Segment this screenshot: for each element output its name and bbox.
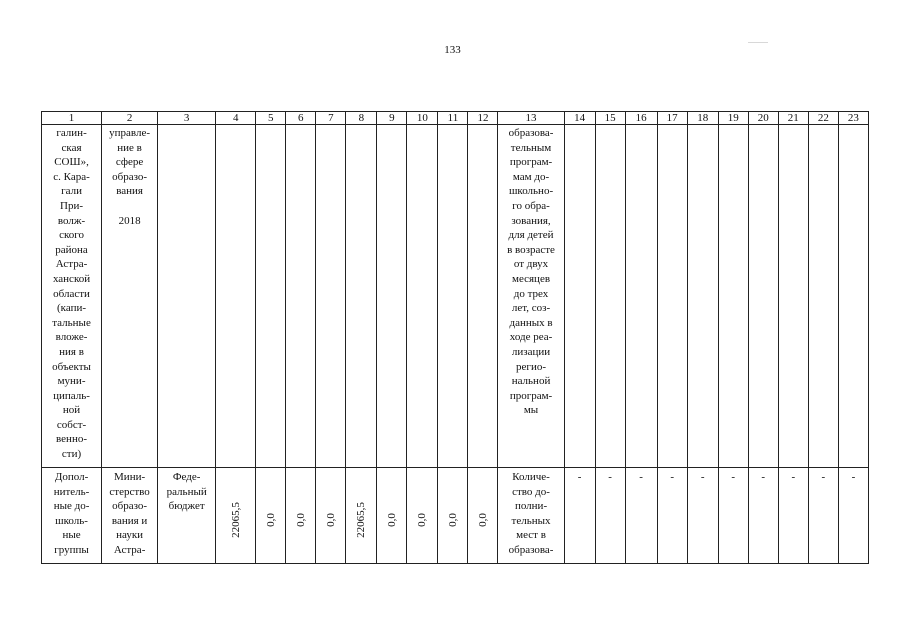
cell-empty bbox=[438, 125, 468, 468]
cell-dash: - bbox=[657, 468, 687, 564]
cell-responsible bbox=[102, 468, 158, 564]
cell-empty bbox=[595, 125, 625, 468]
cell-empty bbox=[718, 125, 748, 468]
text-line: месяцев bbox=[512, 272, 551, 285]
text-line: галин- bbox=[56, 127, 87, 139]
cell-value bbox=[216, 468, 256, 564]
column-number-header: 8 bbox=[346, 112, 377, 125]
cell-empty bbox=[657, 125, 687, 468]
text-line: СОШ», bbox=[54, 156, 89, 169]
text-line: лизации bbox=[511, 345, 551, 358]
text-line: до трех bbox=[513, 287, 549, 300]
text-line: науки bbox=[116, 529, 144, 542]
cell-dash: - bbox=[564, 468, 595, 564]
text-line: тальные bbox=[52, 316, 91, 329]
cell-funding-source bbox=[158, 468, 216, 564]
text-line: Мини- bbox=[114, 471, 146, 483]
column-number-header: 18 bbox=[687, 112, 718, 125]
value-text: 0,0 bbox=[324, 513, 337, 527]
scan-mark bbox=[748, 42, 768, 43]
text-line: с. Кара- bbox=[53, 170, 90, 183]
text-line: сти) bbox=[61, 448, 82, 461]
text-line: муни- bbox=[57, 375, 86, 388]
cell-empty bbox=[286, 125, 316, 468]
cell-empty bbox=[625, 125, 657, 468]
text-line: ния в bbox=[59, 345, 84, 358]
text-line: вложе- bbox=[55, 331, 88, 344]
column-number-header: 9 bbox=[377, 112, 407, 125]
text-line: Допол- bbox=[54, 471, 89, 483]
page-number: 133 bbox=[444, 44, 461, 56]
column-number-header: 20 bbox=[748, 112, 778, 125]
cell-value bbox=[346, 468, 377, 564]
text-line: лет, соз- bbox=[511, 302, 551, 315]
text-line: волж- bbox=[57, 214, 86, 227]
column-number-header: 11 bbox=[438, 112, 468, 125]
text-line bbox=[102, 199, 157, 214]
text-line: стерство bbox=[109, 485, 150, 498]
text-line: в возрасте bbox=[507, 243, 555, 256]
cell-empty bbox=[316, 125, 346, 468]
cell-responsible bbox=[102, 125, 158, 468]
column-number-header: 12 bbox=[468, 112, 498, 125]
column-number-header: 4 bbox=[216, 112, 256, 125]
cell-dash: - bbox=[838, 468, 868, 564]
cell-empty bbox=[407, 125, 438, 468]
text-line: района bbox=[55, 243, 88, 256]
cell-value bbox=[286, 468, 316, 564]
text-line: Астра- bbox=[113, 543, 146, 556]
text-line: регио- bbox=[516, 360, 546, 373]
cell-value bbox=[407, 468, 438, 564]
text-line: програм- bbox=[509, 389, 553, 402]
text-line: гали bbox=[61, 185, 82, 198]
cell-empty bbox=[158, 125, 216, 468]
text-line: образо- bbox=[112, 500, 148, 513]
text-line: Количе- bbox=[512, 471, 550, 483]
column-number-header: 23 bbox=[838, 112, 868, 125]
text-line: При- bbox=[60, 199, 84, 212]
cell-empty bbox=[377, 125, 407, 468]
cell-dash: - bbox=[595, 468, 625, 564]
cell-empty bbox=[838, 125, 868, 468]
budget-table bbox=[41, 111, 869, 564]
cell-value bbox=[316, 468, 346, 564]
text-line: нитель- bbox=[53, 485, 90, 498]
column-number-header: 7 bbox=[316, 112, 346, 125]
column-number-header: 5 bbox=[256, 112, 286, 125]
text-line: ной bbox=[62, 404, 81, 417]
cell-value bbox=[438, 468, 468, 564]
column-number-header: 19 bbox=[718, 112, 748, 125]
column-number-header: 1 bbox=[42, 112, 102, 125]
value-text: 22065,5 bbox=[355, 502, 368, 538]
cell-dash: - bbox=[687, 468, 718, 564]
column-number-header: 21 bbox=[778, 112, 808, 125]
value-text: 0,0 bbox=[446, 513, 459, 527]
cell-dash: - bbox=[718, 468, 748, 564]
cell-empty bbox=[468, 125, 498, 468]
column-number-header: 15 bbox=[595, 112, 625, 125]
text-line: ральный bbox=[166, 485, 207, 498]
column-number-header: 22 bbox=[808, 112, 838, 125]
text-line: (капи- bbox=[57, 302, 87, 315]
text-line: ство до- bbox=[512, 485, 550, 498]
text-line: вания bbox=[116, 185, 143, 198]
header-row bbox=[42, 112, 869, 125]
cell-dash: - bbox=[625, 468, 657, 564]
value-text: 22065,5 bbox=[229, 502, 242, 538]
text-line: собст- bbox=[56, 418, 87, 431]
cell-empty bbox=[778, 125, 808, 468]
cell-empty bbox=[808, 125, 838, 468]
text-line: нальной bbox=[511, 375, 551, 388]
text-line: управле- bbox=[109, 127, 151, 139]
column-number-header: 13 bbox=[498, 112, 564, 125]
text-line: ные до- bbox=[53, 500, 90, 513]
text-line: го обра- bbox=[512, 199, 550, 212]
text-line: ципаль- bbox=[53, 389, 90, 402]
text-line: для детей bbox=[508, 229, 554, 242]
text-line: Феде- bbox=[172, 471, 201, 483]
cell-dash: - bbox=[748, 468, 778, 564]
cell-value bbox=[468, 468, 498, 564]
text-line: веннo- bbox=[56, 433, 87, 446]
value-text: 0,0 bbox=[294, 513, 307, 527]
value-text: 0,0 bbox=[264, 513, 277, 527]
cell-empty bbox=[748, 125, 778, 468]
text-line: ходе реа- bbox=[509, 331, 553, 344]
text-line: мест в bbox=[516, 529, 546, 542]
text-line: ская bbox=[61, 141, 82, 154]
column-number-header: 16 bbox=[625, 112, 657, 125]
text-line: мам до- bbox=[512, 170, 550, 183]
text-line: ние в bbox=[117, 141, 142, 154]
text-line: бюджет bbox=[168, 500, 205, 513]
cell-value bbox=[256, 468, 286, 564]
cell-indicator bbox=[498, 125, 564, 468]
text-line: ханской bbox=[52, 272, 91, 285]
column-number-header: 14 bbox=[564, 112, 595, 125]
value-text: 0,0 bbox=[416, 513, 429, 527]
text-line: ные bbox=[62, 529, 81, 542]
text-line: группы bbox=[54, 543, 89, 556]
text-line: сфере bbox=[115, 156, 144, 169]
text-line: Астра- bbox=[55, 258, 88, 271]
text-line: образова- bbox=[508, 543, 554, 556]
table-row bbox=[42, 468, 869, 564]
value-text: 0,0 bbox=[385, 513, 398, 527]
cell-empty bbox=[687, 125, 718, 468]
text-line: зования, bbox=[511, 214, 551, 227]
cell-value bbox=[377, 468, 407, 564]
column-number-header: 3 bbox=[158, 112, 216, 125]
column-number-header: 2 bbox=[102, 112, 158, 125]
text-line: вания и bbox=[111, 514, 148, 527]
table-row bbox=[42, 125, 869, 468]
text-line: тельных bbox=[511, 514, 551, 527]
text-line: образо- bbox=[112, 170, 148, 183]
cell-empty bbox=[256, 125, 286, 468]
text-line: образова- bbox=[508, 127, 554, 139]
text-line: данных в bbox=[509, 316, 553, 329]
value-text: 0,0 bbox=[476, 513, 489, 527]
text-line: области bbox=[53, 287, 90, 300]
text-line: мы bbox=[523, 404, 539, 417]
cell-dash: - bbox=[778, 468, 808, 564]
text-line: объекты bbox=[52, 360, 91, 373]
text-line: полни- bbox=[514, 500, 548, 513]
text-line: 2018 bbox=[118, 214, 141, 227]
column-number-header: 17 bbox=[657, 112, 687, 125]
column-number-header: 6 bbox=[286, 112, 316, 125]
cell-object-name bbox=[42, 125, 102, 468]
text-line: ского bbox=[59, 229, 84, 242]
text-line: от двух bbox=[513, 258, 549, 271]
cell-empty bbox=[346, 125, 377, 468]
text-line: програм- bbox=[509, 156, 553, 169]
cell-indicator bbox=[498, 468, 564, 564]
text-line: тельным bbox=[510, 141, 552, 154]
cell-empty bbox=[564, 125, 595, 468]
cell-dash: - bbox=[808, 468, 838, 564]
cell-empty bbox=[216, 125, 256, 468]
column-number-header: 10 bbox=[407, 112, 438, 125]
text-line: школьно- bbox=[508, 185, 554, 198]
cell-object-name bbox=[42, 468, 102, 564]
text-line: школь- bbox=[55, 514, 88, 527]
